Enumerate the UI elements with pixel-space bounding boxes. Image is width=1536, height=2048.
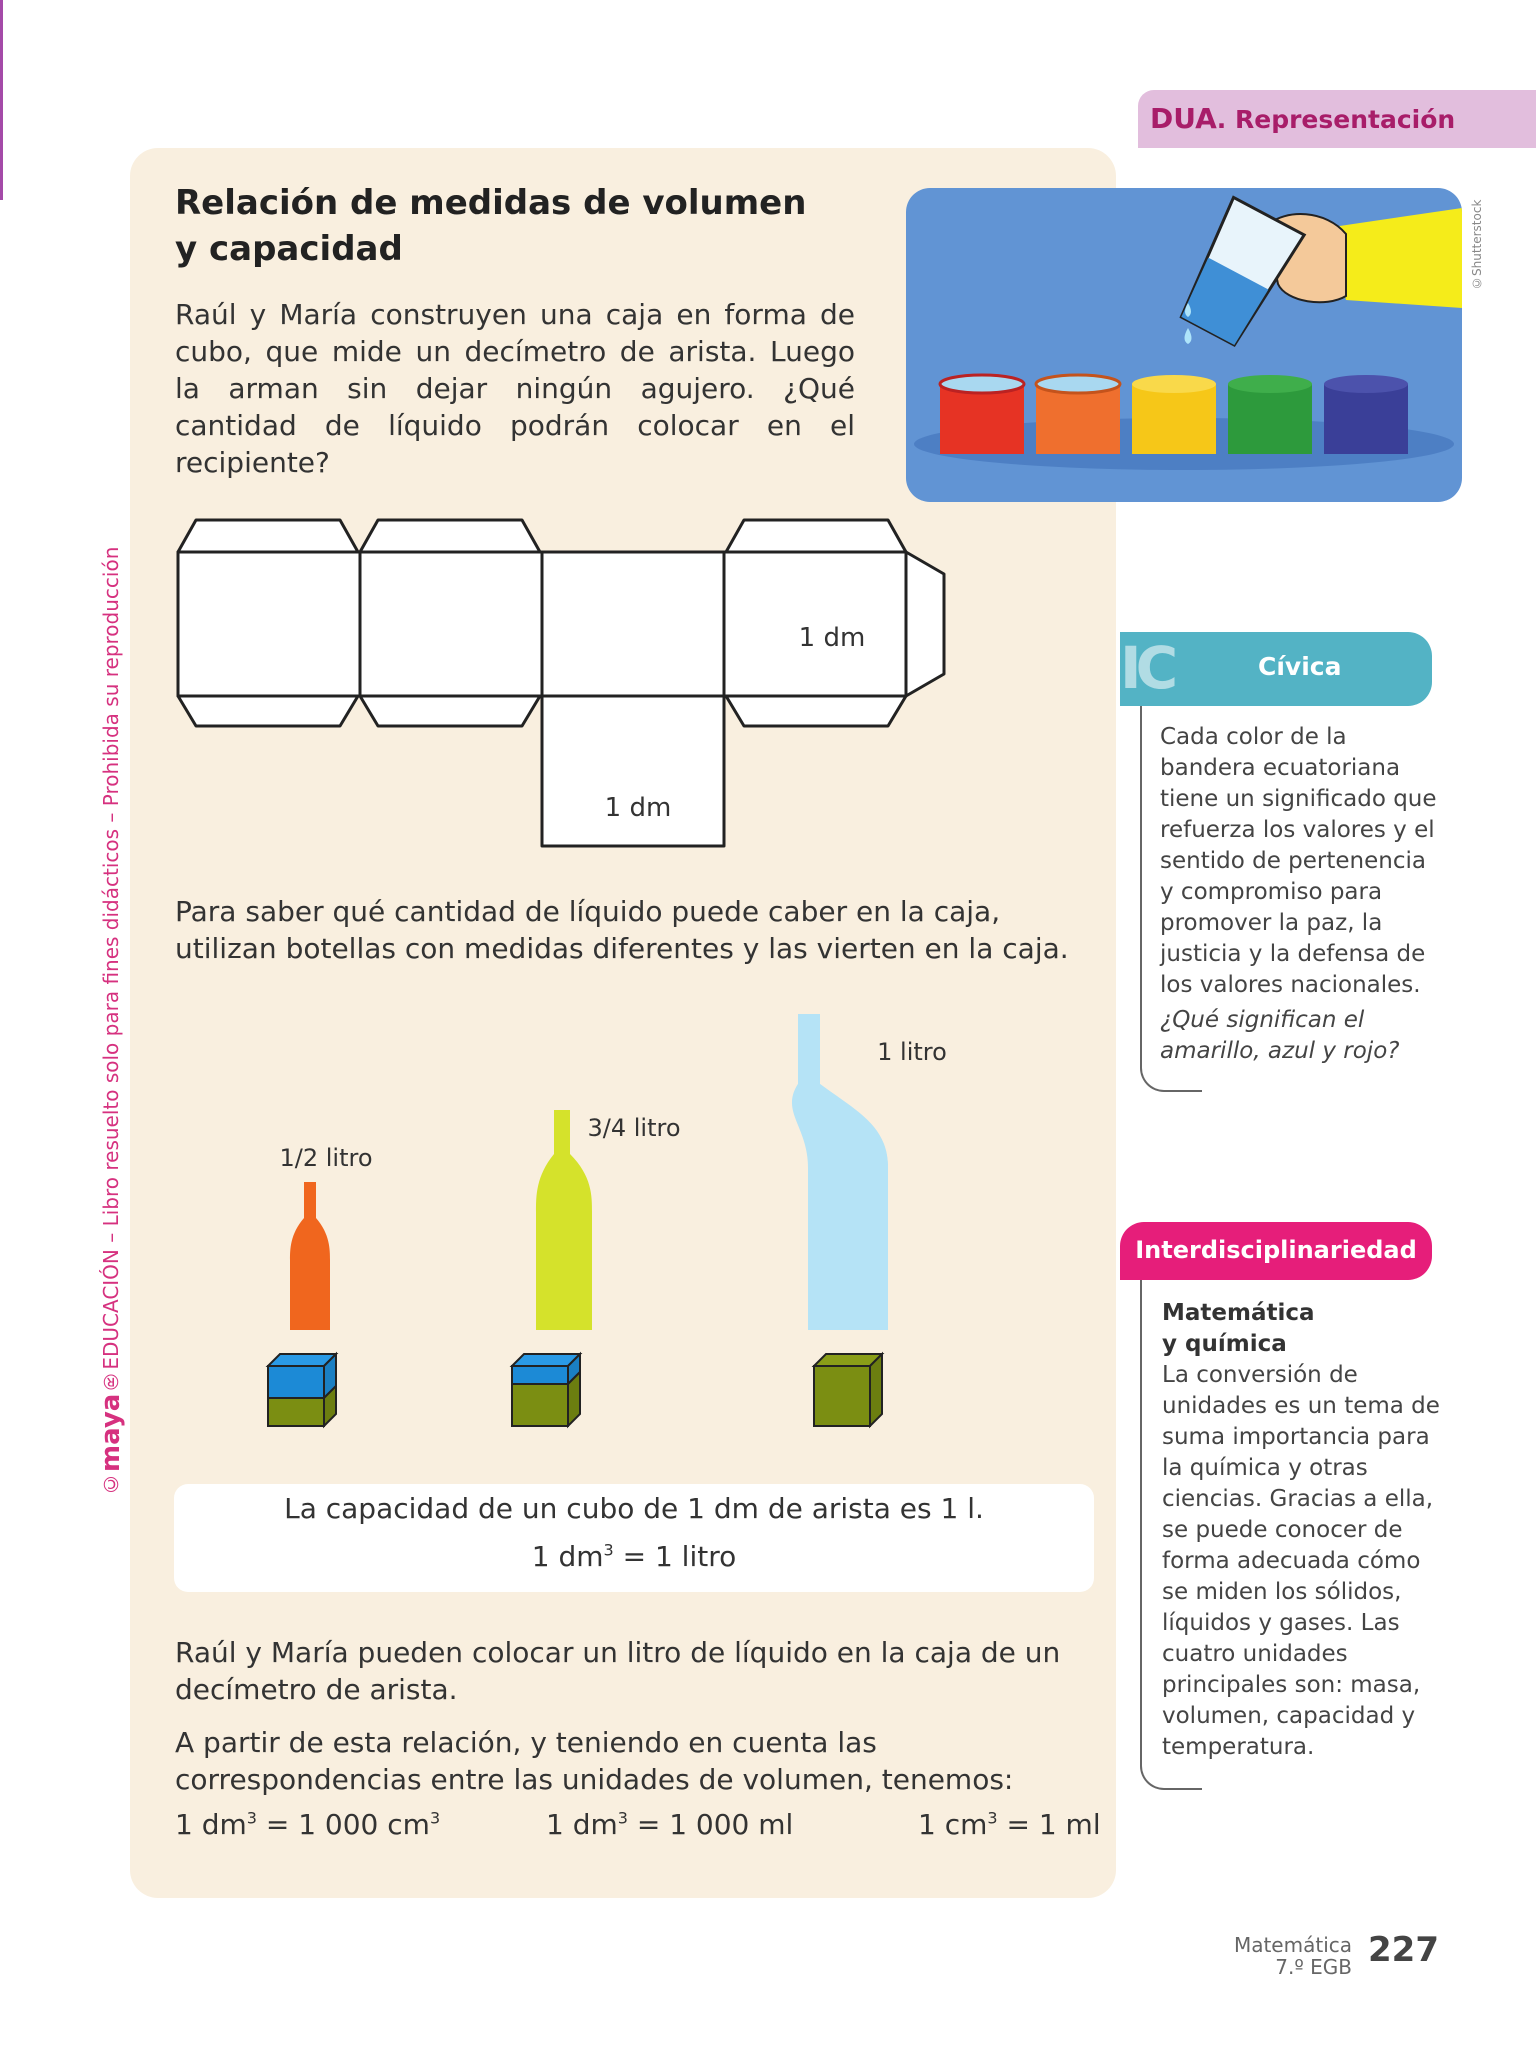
bottle-label-three-quarter: 3/4 litro (587, 1114, 681, 1142)
relation-paragraph: A partir de esta relación, y teniendo en cuenta las correspondencias entre las unidades de volumen, tenemos: (175, 1726, 1014, 1796)
bottles-diagram (240, 1000, 960, 1440)
title-line-1: Relación de medidas de volumen (175, 183, 807, 223)
formula-statement: La capacidad de un cubo de 1 dm de arista es 1 l. (284, 1492, 984, 1525)
civica-icon: IC (1120, 634, 1173, 702)
copyright-text: ®EDUCACIÓN – Libro resuelto solo para fines didácticos – Prohibida su reproducción (99, 546, 123, 1394)
intro-paragraph: Raúl y María construyen una caja en forma de cubo, que mide un decímetro de arista. Luego la arman sin dejar ningún agujero. ¿Qué cantidad de líquido podrán colocar en el recipiente? (175, 298, 855, 479)
pouring-illustration (906, 188, 1462, 502)
dua-strong: DUA (1150, 102, 1217, 135)
dua-rest: . Representación (1216, 105, 1456, 134)
bottle-label-one: 1 litro (877, 1038, 947, 1066)
footer-subject: Matemática 7.º EGB (1233, 1933, 1352, 1979)
bottle-one-liter (792, 1014, 947, 1330)
equation-2: 1 $dm^3 = 1$ 000 ml (546, 1808, 794, 1841)
image-credit: ©Shutterstock (1470, 199, 1484, 290)
inter-heading-1: Matemática (1162, 1300, 1315, 1326)
interdisciplinariedad-tab (1120, 1222, 1432, 1280)
civica-body (1160, 722, 1440, 1067)
cube-net-diagram (170, 512, 960, 852)
cube-half-filled (268, 1354, 336, 1426)
cube-three-quarter-filled (512, 1354, 580, 1426)
net-label-2: 1 dm (604, 793, 672, 823)
inter-text: La conversión de unidades es un tema de suma importancia para la química y otras ciencias. Gracias a ella, se puede conocer de forma adecuada cómo se miden los sólidos, líquidos y gases. Las cuatro unidades principales son: masa, volumen, capacidad y temperatura. (1162, 1362, 1440, 1760)
formula-box (174, 1484, 1094, 1592)
bottles-paragraph: Para saber qué cantidad de líquido puede caber en la caja, utilizan botellas con medidas diferentes y las vierten en la caja. (175, 895, 1069, 965)
formula-equation: 1 $dm^3 = 1$ litro (531, 1540, 737, 1573)
bottle-half-liter (279, 1144, 372, 1330)
title-line-2: y capacidad (175, 229, 403, 269)
bottle-label-half: 1/2 litro (279, 1144, 373, 1172)
maya-logo: maya (96, 1393, 126, 1472)
page-title (175, 180, 815, 272)
civica-tab (1120, 632, 1432, 706)
civica-question: ¿Qué significan el amarillo, azul y rojo? (1160, 1007, 1400, 1064)
interdisciplinariedad-label: Interdisciplinariedad (1135, 1236, 1417, 1264)
net-label-1: 1 dm (798, 623, 866, 653)
equation-3: 1 $cm^3 = 1$ ml (918, 1808, 1101, 1841)
left-edge-bar (0, 0, 3, 200)
interdisciplinariedad-body (1162, 1298, 1442, 1763)
conclusion-paragraph: Raúl y María pueden colocar un litro de líquido en la caja de un decímetro de arista. (175, 1636, 1061, 1706)
bottle-three-quarter-liter (536, 1110, 681, 1330)
copyright-symbol: © (99, 1472, 123, 1496)
page-number: 227 (1368, 1930, 1439, 1970)
civica-text: Cada color de la bandera ecuatoriana tiene un significado que refuerza los valores y el sentido de pertenencia y compromiso para promover la paz, la justicia y la defensa de los valores nacionales. (1160, 724, 1437, 998)
dua-header-tab (1138, 90, 1536, 148)
color-cups (940, 375, 1408, 454)
inter-heading-2: y química (1162, 1331, 1287, 1357)
equation-1: 1 $dm^3 = 1$ 000 $cm^3$ (175, 1808, 441, 1841)
civica-label: Cívica (1258, 652, 1342, 681)
cube-full (814, 1354, 882, 1426)
